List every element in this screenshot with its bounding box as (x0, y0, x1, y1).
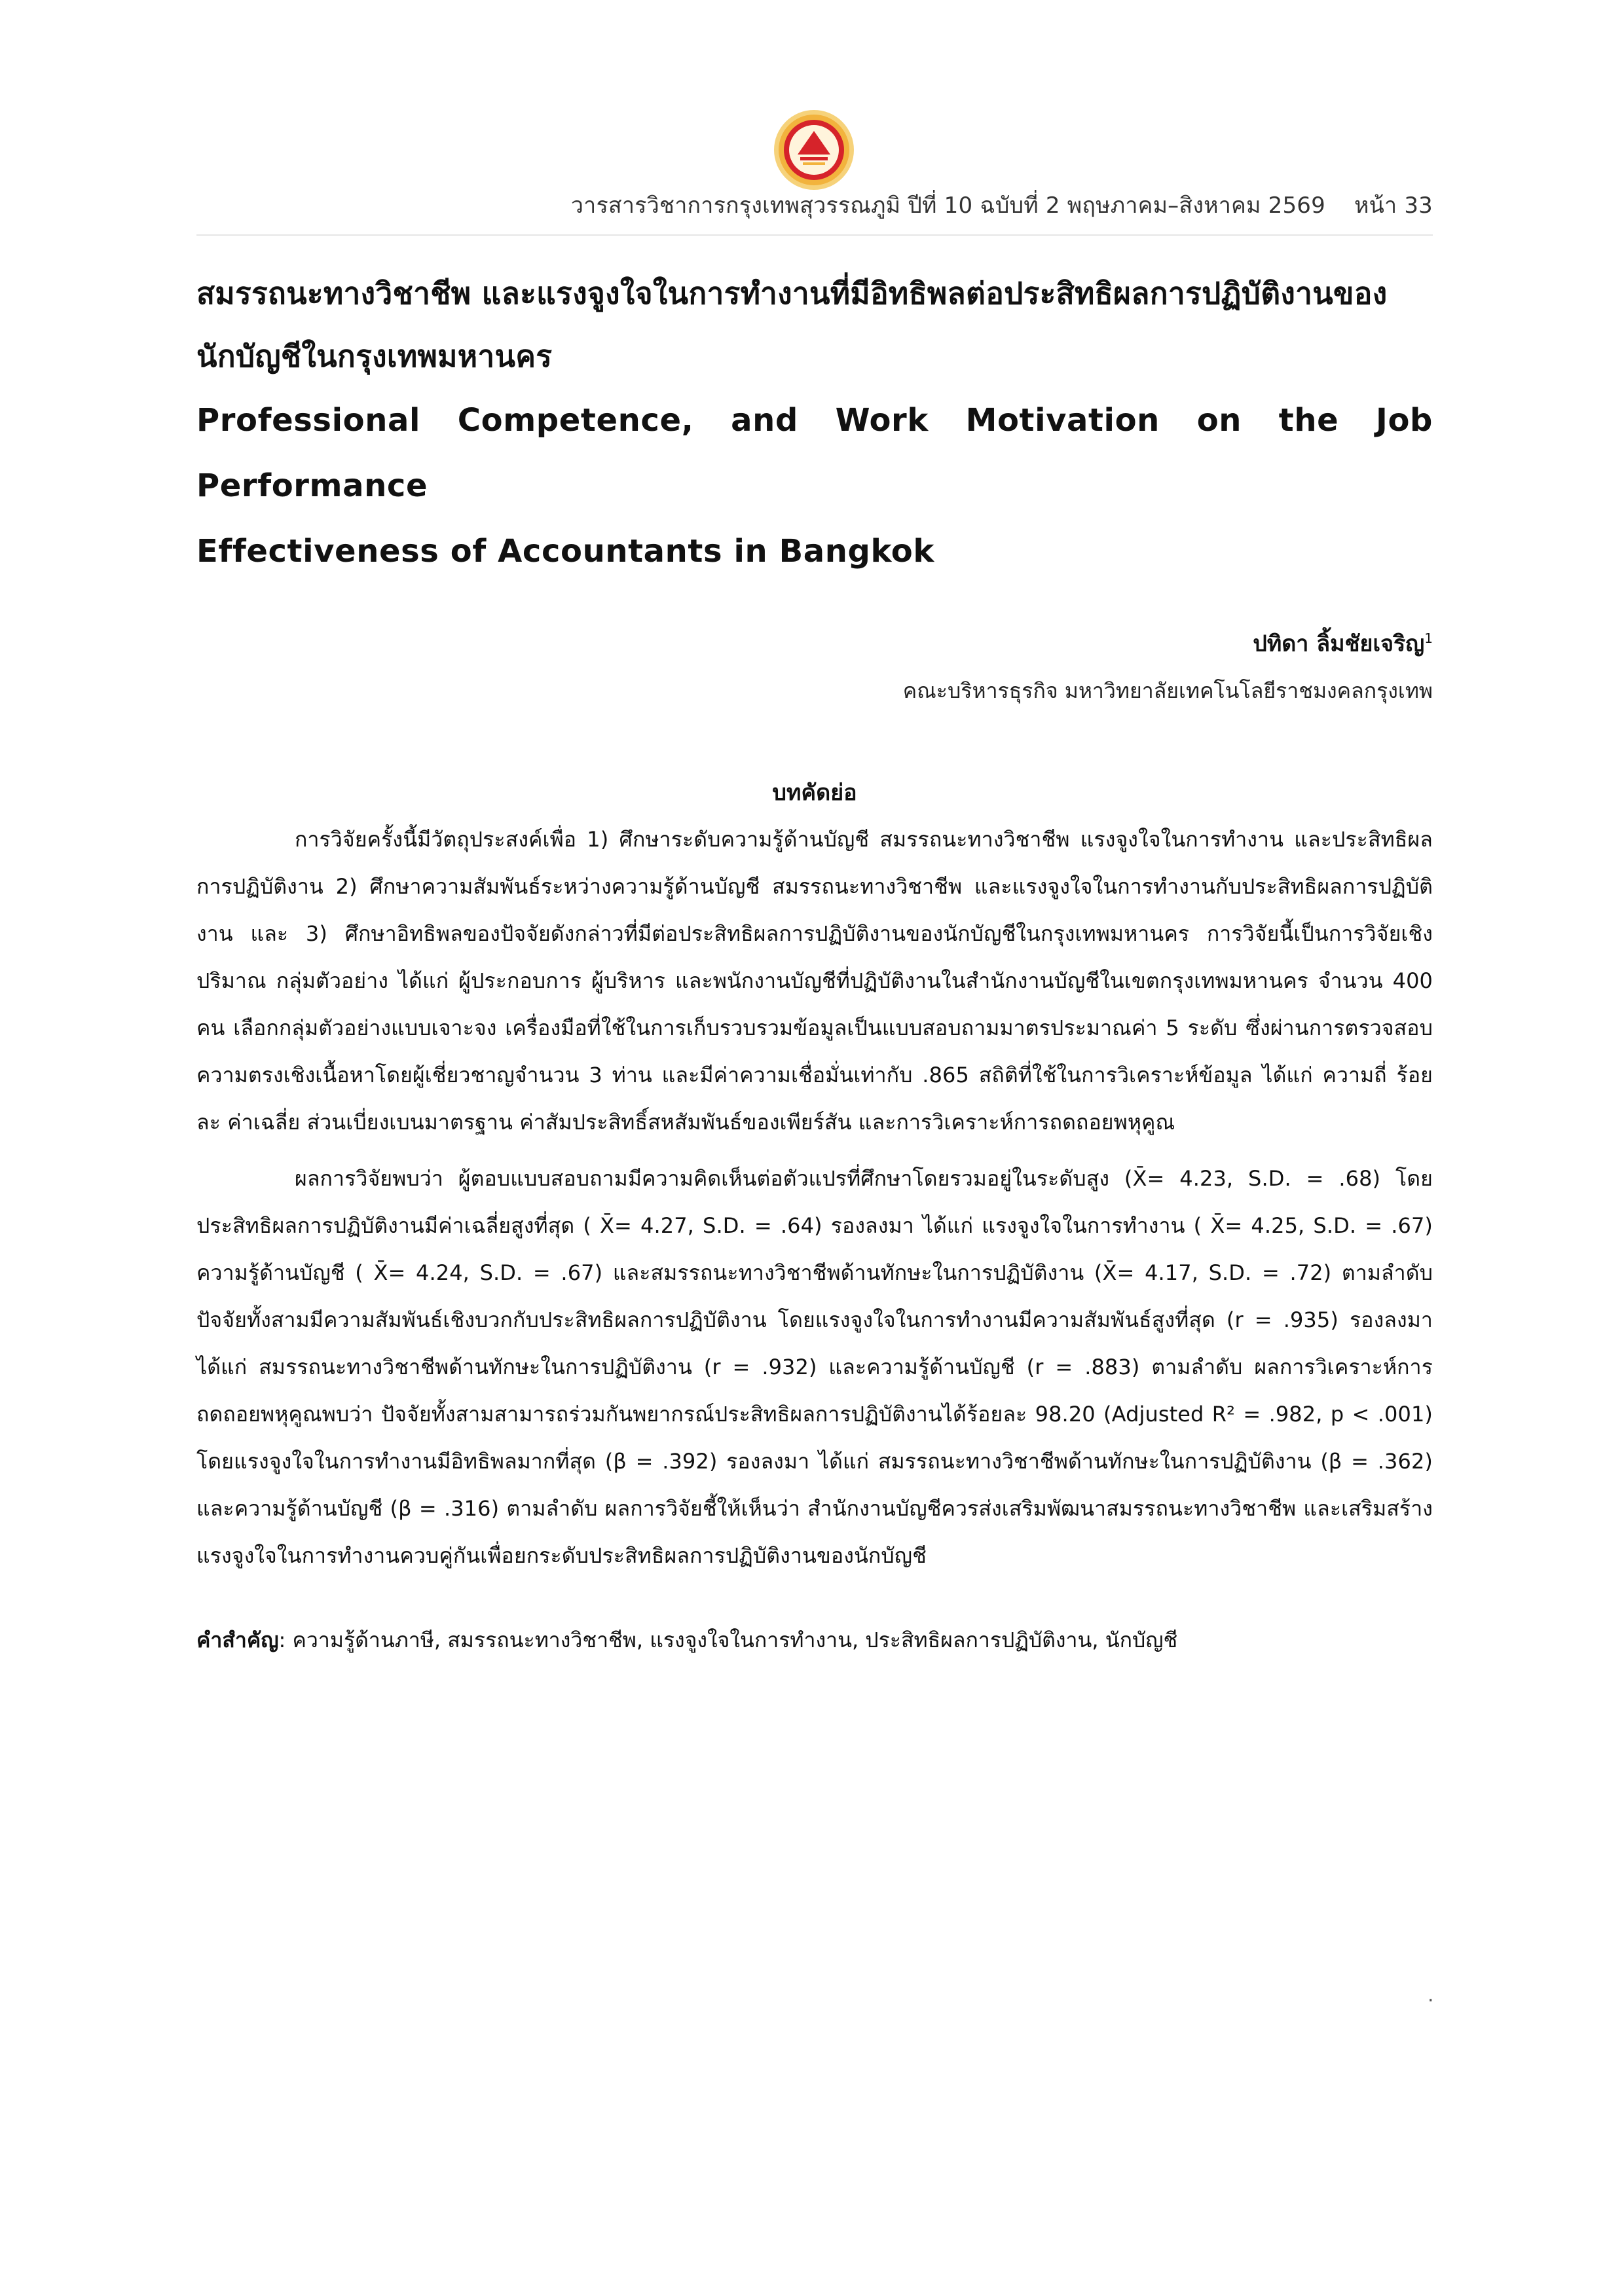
abstract-paragraph-1: การวิจัยครั้งนี้มีวัตถุประสงค์เพื่อ 1) ศึกษาระดับความรู้ด้านบัญชี สมรรถนะทางวิชาชีพ แรงจูงใจในการทำงาน และประสิทธิผลการปฏิบัติงาน 2) ศึกษาความสัมพันธ์ระหว่างความรู้ด้านบัญชี สมรรถนะทางวิชาชีพ และแรงจูงใจในการทำงานกับประสิทธิผลการปฏิบัติงาน และ 3) ศึกษาอิทธิพลของปัจจัยดังกล่าวที่มีต่อประสิทธิผลการปฏิบัติงานของนักบัญชีในกรุงเทพมหานคร การวิจัยนี้เป็นการวิจัยเชิงปริมาณ กลุ่มตัวอย่าง ได้แก่ ผู้ประกอบการ ผู้บริหาร และพนักงานบัญชีที่ปฏิบัติงานในสำนักงานบัญชีในเขตกรุงเทพมหานคร จำนวน 400 คน เลือกกลุ่มตัวอย่างแบบเจาะจง เครื่องมือที่ใช้ในการเก็บรวบรวมข้อมูลเป็นแบบสอบถามมาตรประมาณค่า 5 ระดับ ซึ่งผ่านการตรวจสอบความตรงเชิงเนื้อหาโดยผู้เชี่ยวชาญจำนวน 3 ท่าน และมีค่าความเชื่อมั่นเท่ากับ .865 สถิติที่ใช้ในการวิเคราะห์ข้อมูล ได้แก่ ความถี่ ร้อยละ ค่าเฉลี่ย ส่วนเบี่ยงเบนมาตรฐาน ค่าสัมประสิทธิ์สหสัมพันธ์ของเพียร์สัน และการวิเคราะห์การถดถอยพหุคูณ (196, 827, 1433, 1135)
article-body (196, 262, 1433, 1663)
english-title-line-1: Professional Competence, and Work Motivation on the Job Performance (196, 402, 1433, 504)
running-header (571, 187, 1433, 223)
author-superscript: 1 (1424, 630, 1433, 646)
header-divider (196, 234, 1433, 236)
journal-info: วารสารวิชาการกรุงเทพสุวรรณภูมิ ปีที่ 10 ฉบับที่ 2 พฤษภาคม–สิงหาคม 2569 (570, 192, 1325, 219)
english-title-line-2: Effectiveness of Accountants in Bangkok (196, 533, 934, 570)
abstract-heading: บทคัดย่อ (772, 780, 857, 807)
keywords-text: : ความรู้ด้านภาษี, สมรรถนะทางวิชาชีพ, แรงจูงใจในการทำงาน, ประสิทธิผลการปฏิบัติงาน, นักบัญชี (278, 1628, 1178, 1653)
author-block (196, 614, 1433, 714)
thai-title-line-2: นักบัญชีในกรุงเทพมหานคร (196, 338, 553, 374)
keywords (196, 1617, 1433, 1663)
author-name (196, 614, 1433, 668)
abstract-paragraph-2: ผลการวิจัยพบว่า ผู้ตอบแบบสอบถามมีความคิดเห็นต่อตัวแปรที่ศึกษาโดยรวมอยู่ในระดับสูง (X̄= 4.23, S.D. = .68) โดยประสิทธิผลการปฏิบัติงานมีค่าเฉลี่ยสูงที่สุด ( X̄= 4.27, S.D. = .64) รองลงมา ได้แก่ แรงจูงใจในการทำงาน ( X̄= 4.25, S.D. = .67) ความรู้ด้านบัญชี ( X̄= 4.24, S.D. = .67) และสมรรถนะทางวิชาชีพด้านทักษะในการปฏิบัติงาน (X̄= 4.17, S.D. = .72) ตามลำดับ ปัจจัยทั้งสามมีความสัมพันธ์เชิงบวกกับประสิทธิผลการปฏิบัติงาน โดยแรงจูงใจในการทำงานมีความสัมพันธ์สูงที่สุด (r = .935) รองลงมา ได้แก่ สมรรถนะทางวิชาชีพด้านทักษะในการปฏิบัติงาน (r = .932) และความรู้ด้านบัญชี (r = .883) ตามลำดับ ผลการวิเคราะห์การถดถอยพหุคูณพบว่า ปัจจัยทั้งสามสามารถร่วมกันพยากรณ์ประสิทธิผลการปฏิบัติงานได้ร้อยละ 98.20 (Adjusted R² = .982, p < .001) โดยแรงจูงใจในการทำงานมีอิทธิพลมากที่สุด (β = .392) รองลงมา ได้แก่ สมรรถนะทางวิชาชีพด้านทักษะในการปฏิบัติงาน (β = .362) และความรู้ด้านบัญชี (β = .316) ตามลำดับ ผลการวิจัยชี้ให้เห็นว่า สำนักงานบัญชีควรส่งเสริมพัฒนาสมรรถนะทางวิชาชีพ และเสริมสร้างแรงจูงใจในการทำงานควบคู่กันเพื่อยกระดับประสิทธิผลการปฏิบัติงานของนักบัญชี (196, 1166, 1433, 1569)
author-name-text: ปทิดา ลิ้มชัยเจริญ (1253, 630, 1425, 657)
thai-title (196, 262, 1433, 388)
page-number: หน้า 33 (1354, 192, 1433, 219)
author-affiliation: คณะบริหารธุรกิจ มหาวิทยาลัยเทคโนโลยีราชมงคลกรุงเทพ (902, 678, 1433, 704)
thai-title-line-1: สมรรถนะทางวิชาชีพ และแรงจูงใจในการทำงานที่มีอิทธิพลต่อประสิทธิผลการปฏิบัติงานของ (196, 276, 1388, 311)
university-seal-icon (773, 109, 855, 191)
stray-dot: . (1428, 1984, 1434, 2007)
keywords-label: คำสำคัญ (196, 1628, 279, 1653)
